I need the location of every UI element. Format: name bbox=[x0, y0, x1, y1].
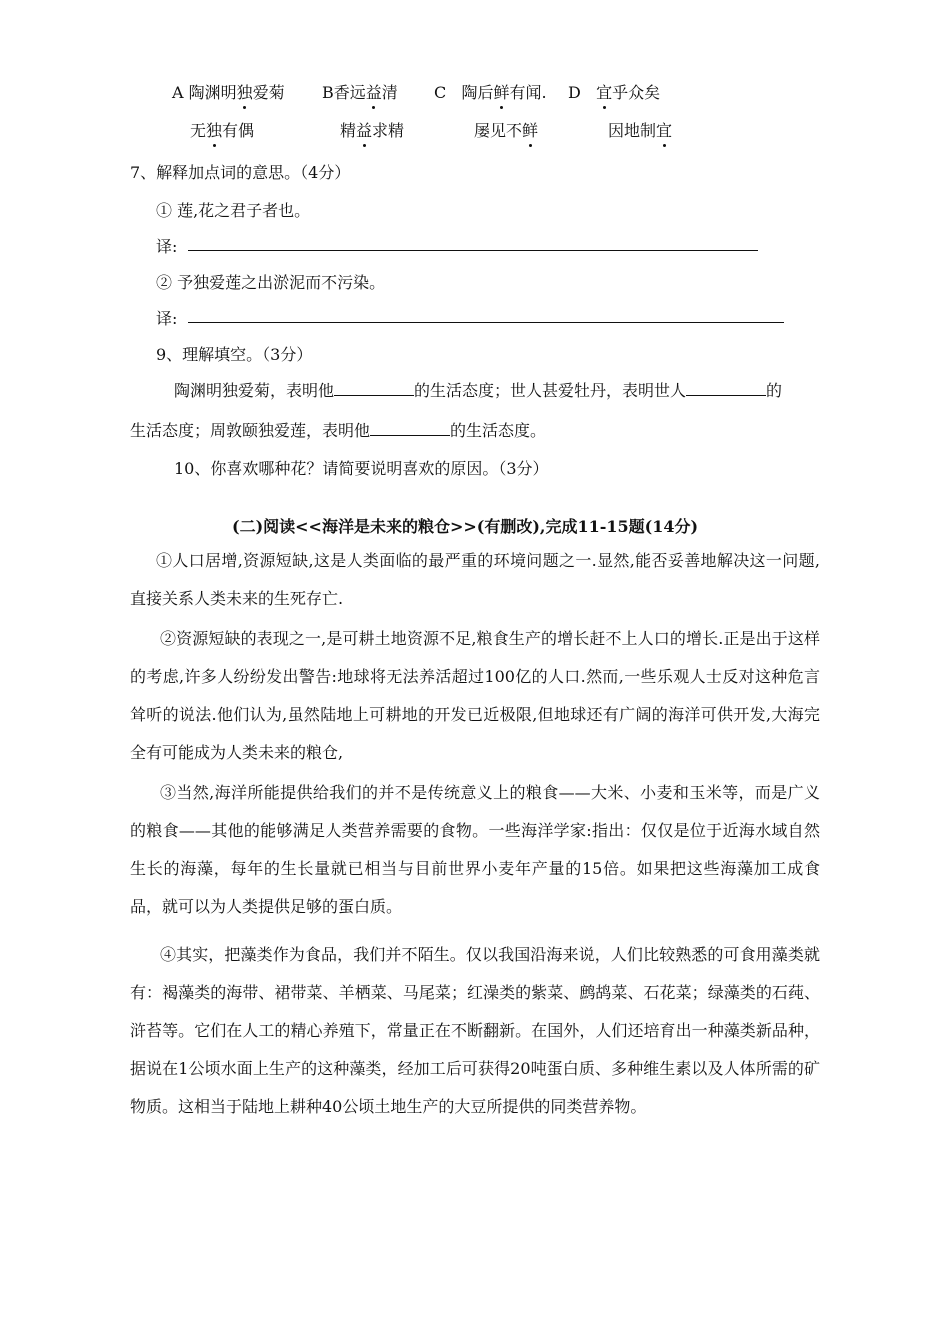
option-a: A 陶渊明独爱菊 bbox=[172, 80, 285, 103]
paragraph-2: ②资源短缺的表现之一,是可耕土地资源不足,粮食生产的增长赶不上人口的增长.正是出于这样的考虑,许多人纷纷发出警告:地球将无法养活超过100亿的人口.然而,一些乐观人士反对这种危言耸听的说法.他们认为,虽然陆地上可耕地的开发已近极限,但地球还有广阔的海洋可供开发,大海完全有可能成为人类未来的粮仓, bbox=[130, 629, 820, 762]
dotted-char: 独 bbox=[237, 80, 253, 103]
question-9-title: 9、理解填空。（3分） bbox=[156, 345, 313, 364]
dotted-char: 鲜 bbox=[522, 118, 538, 141]
answer-line-2[interactable] bbox=[188, 322, 784, 323]
question-7-item-2: ② 予独爱莲之出淤泥而不污染。 bbox=[156, 273, 386, 292]
dotted-char: 益 bbox=[356, 118, 372, 141]
question-9-line-2: 生活态度；周敦颐独爱莲，表明他 的生活态度。 bbox=[130, 421, 547, 440]
option-c: C 陶后鲜有闻. bbox=[434, 80, 547, 103]
dotted-char: 宜 bbox=[596, 80, 612, 103]
fill-blank-3[interactable] bbox=[370, 421, 450, 436]
option-a-pair: 无独有偶 bbox=[190, 118, 254, 141]
question-10-title: 10、你喜欢哪种花？请简要说明喜欢的原因。（3分） bbox=[174, 459, 549, 478]
paragraph-1: ①人口居增,资源短缺,这是人类面临的最严重的环境问题之一.显然,能否妥善地解决这一问题,直接关系人类未来的生死存亡. bbox=[130, 551, 820, 608]
answer-line-1[interactable] bbox=[188, 250, 758, 251]
dotted-char: 鲜 bbox=[494, 80, 510, 103]
option-d-pair: 因地制宜 bbox=[608, 118, 672, 141]
dotted-char: 益 bbox=[366, 80, 382, 103]
translation-label-1: 译: bbox=[156, 237, 178, 256]
option-c-pair: 屡见不鲜 bbox=[474, 118, 538, 141]
translation-label-2: 译: bbox=[156, 309, 178, 328]
option-d: D 宜乎众矣 bbox=[568, 80, 660, 103]
option-letter: A bbox=[172, 83, 184, 102]
question-7-title: 7、解释加点词的意思。（4分） bbox=[130, 163, 351, 182]
option-letter: C bbox=[434, 83, 447, 102]
option-letter: B bbox=[322, 83, 334, 102]
option-b-pair: 精益求精 bbox=[340, 118, 404, 141]
fill-blank-1[interactable] bbox=[334, 381, 414, 396]
section-2-heading: (二)阅读<<海洋是未来的粮仓>>(有删改),完成11-15题(14分) bbox=[232, 517, 699, 536]
option-b: B香远益清 bbox=[322, 80, 398, 103]
question-9-line-1: 陶渊明独爱菊，表明他 的生活态度；世人甚爱牡丹，表明世人 的 bbox=[174, 381, 783, 400]
question-7-item-1: ① 莲,花之君子者也。 bbox=[156, 201, 311, 220]
dotted-char: 独 bbox=[206, 118, 222, 141]
option-letter: D bbox=[568, 83, 581, 102]
paragraph-3: ③当然,海洋所能提供给我们的并不是传统意义上的粮食——大米、小麦和玉米等，而是广义的粮食——其他的能够满足人类营养需要的食物。一些海洋学家:指出：仅仅是位于近海水域自然生长的海藻，每年的生长量就已相当与目前世界小麦年产量的15倍。如果把这些海藻加工成食品，就可以为人类提供足够的蛋白质。 bbox=[130, 783, 820, 916]
fill-blank-2[interactable] bbox=[686, 381, 766, 396]
paragraph-4: ④其实，把藻类作为食品，我们并不陌生。仅以我国沿海来说，人们比较熟悉的可食用藻类就有：褐藻类的海带、裙带菜、羊栖菜、马尾菜；红澡类的紫菜、鹧鸪菜、石花菜；绿藻类的石莼、浒苔等。它们在人工的精心养殖下，常量正在不断翻新。在国外，人们还培育出一种藻类新品种，据说在1公顷水面上生产的这种藻类，经加工后可获得20吨蛋白质、多种维生素以及人体所需的矿物质。这相当于陆地上耕种40公顷土地生产的大豆所提供的同类营养物。 bbox=[130, 945, 820, 1116]
dotted-char: 宜 bbox=[656, 118, 672, 141]
